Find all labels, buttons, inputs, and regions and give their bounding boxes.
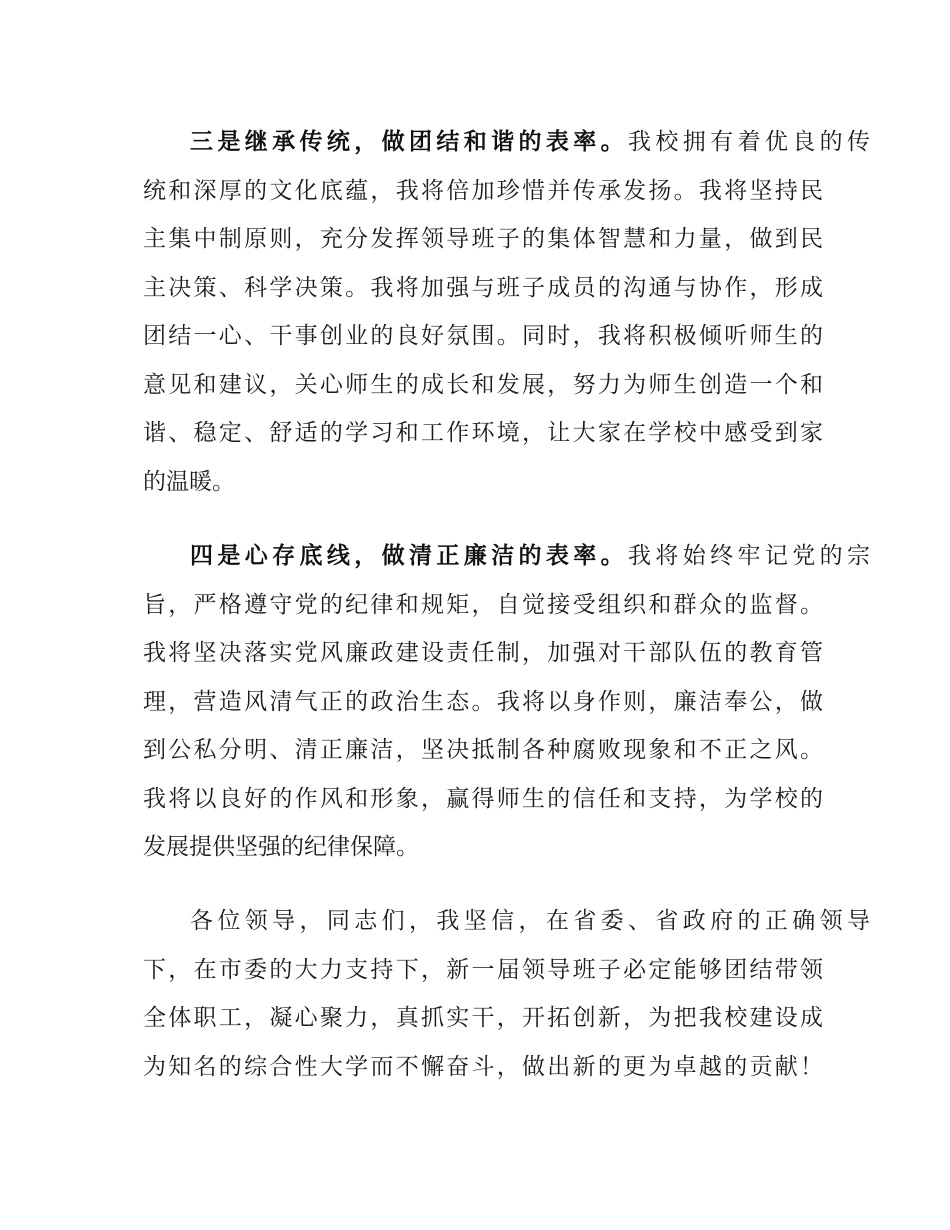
paragraph-2-text: 我将始终牢记党的宗	[628, 543, 870, 569]
paragraph-1-text: 我校拥有着优良的传	[628, 129, 870, 155]
paragraph-2-line-7: 发展提供坚强的纪律保障。	[143, 834, 419, 860]
paragraph-3-line-2: 下，在市委的大力支持下，新一届领导班子必定能够团结带领	[143, 957, 823, 983]
paragraph-2-heading: 四是心存底线，做清正廉洁的表率。	[190, 543, 628, 569]
paragraph-3-line-1: 各位领导，同志们，我坚信，在省委、省政府的正确领导	[190, 908, 870, 934]
paragraph-1-line-2: 统和深厚的文化底蕴，我将倍加珍惜并传承发扬。我将坚持民	[143, 178, 823, 204]
paragraph-2-line-1	[190, 536, 870, 576]
paragraph-1-line-7: 谐、稳定、舒适的学习和工作环境，让大家在学校中感受到家	[143, 420, 823, 446]
paragraph-1-line-5: 团结一心、干事创业的良好氛围。同时，我将积极倾听师生的	[143, 323, 823, 349]
paragraph-1-line-8: 的温暖。	[143, 469, 235, 495]
paragraph-2-line-5: 到公私分明、清正廉洁，坚决抵制各种腐败现象和不正之风。	[143, 737, 823, 763]
paragraph-1-line-4: 主决策、科学决策。我将加强与班子成员的沟通与协作，形成	[143, 275, 823, 301]
paragraph-1-heading: 三是继承传统，做团结和谐的表率。	[190, 129, 628, 155]
paragraph-2-line-3: 我将坚决落实党风廉政建设责任制，加强对干部队伍的教育管	[143, 640, 823, 666]
paragraph-2-line-2: 旨，严格遵守党的纪律和规矩，自觉接受组织和群众的监督。	[143, 592, 823, 618]
paragraph-3-line-3: 全体职工，凝心聚力，真抓实干，开拓创新，为把我校建设成	[143, 1005, 823, 1031]
paragraph-1-line-1	[190, 122, 870, 162]
paragraph-1-line-6: 意见和建议，关心师生的成长和发展，努力为师生创造一个和	[143, 372, 823, 398]
paragraph-1-line-3: 主集中制原则，充分发挥领导班子的集体智慧和力量，做到民	[143, 226, 823, 252]
paragraph-3-line-4: 为知名的综合性大学而不懈奋斗，做出新的更为卓越的贡献！	[143, 1054, 823, 1080]
paragraph-2-line-6: 我将以良好的作风和形象，赢得师生的信任和支持，为学校的	[143, 786, 823, 812]
paragraph-2-line-4: 理，营造风清气正的政治生态。我将以身作则，廉洁奉公，做	[143, 689, 823, 715]
